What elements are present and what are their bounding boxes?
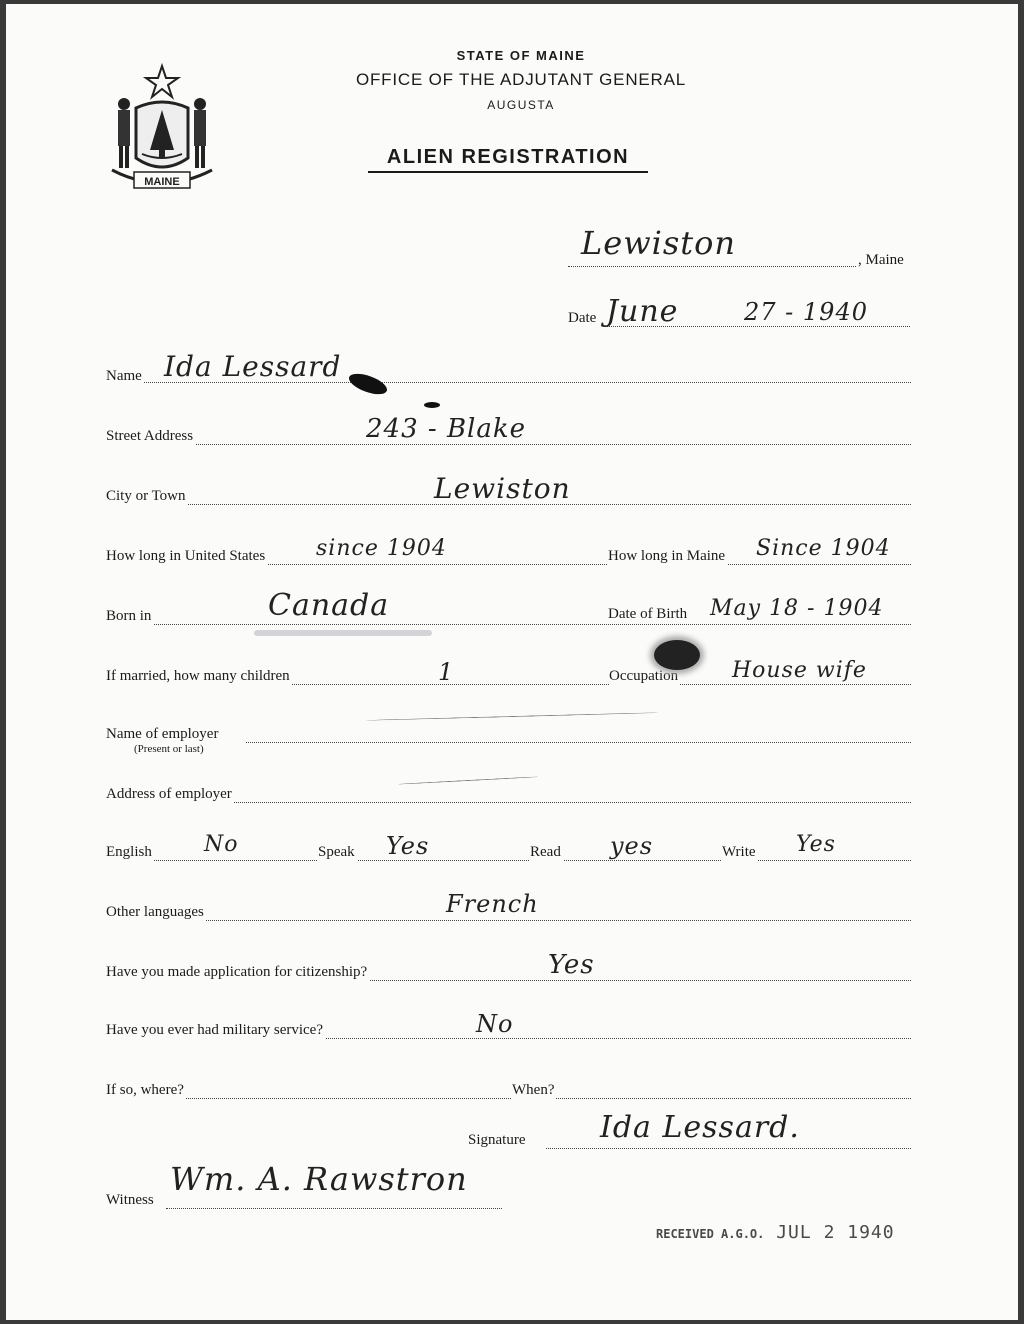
ink-blot [346,370,389,399]
employer-name-line [246,742,911,743]
place-value: Lewiston [581,224,736,262]
street-value: 243 - Blake [366,414,527,444]
how-long-us-label: How long in United States [106,548,266,564]
children-value: 1 [438,658,455,686]
form-title: ALIEN REGISTRATION [368,146,648,173]
speak-label: Speak [318,844,355,860]
signature-value: Ida Lessard. [600,1110,800,1145]
city-value: Lewiston [434,472,571,505]
stamp-date: JUL 2 1940 [776,1222,895,1243]
where-line [106,1098,911,1099]
street-line [106,444,911,445]
ink-blot-occupation [654,640,700,670]
witness-line [166,1208,502,1209]
signature-line [546,1148,911,1149]
signature-label: Signature [468,1132,526,1148]
speak-value: Yes [386,832,430,860]
write-value: Yes [796,832,836,857]
military-value: No [476,1010,514,1038]
read-label: Read [530,844,561,860]
place-line [568,266,856,267]
dob-label: Date of Birth [608,606,688,622]
header-office: OFFICE OF THE ADJUTANT GENERAL [355,70,687,89]
employer-address-label: Address of employer [106,786,232,802]
how-long-maine-label: How long in Maine [608,548,726,564]
other-languages-label: Other languages [106,904,204,920]
occupation-value: House wife [732,658,867,683]
header-state: STATE OF MAINE [456,48,586,63]
witness-value: Wm. A. Rawstron [170,1160,468,1198]
registration-form [6,4,1018,1320]
citizenship-label: Have you made application for citizenship? [106,964,368,980]
english-label: English [106,844,152,860]
employer-address-dash [398,776,538,784]
stamp-received: RECEIVED A.G.O. [656,1227,765,1241]
read-value: yes [610,832,654,860]
received-stamp [656,1222,895,1243]
born-in-value: Canada [268,588,390,623]
how-long-maine-value: Since 1904 [756,536,891,561]
name-label: Name [106,368,142,384]
military-label: Have you ever had military service? [106,1022,323,1038]
smudge [254,630,432,636]
street-label: Street Address [106,428,194,444]
ink-spot [424,402,440,408]
english-value: No [204,832,239,857]
date-month-value: June [606,294,679,329]
maine-label: , Maine [858,252,904,268]
occupation-label: Occupation [609,668,679,684]
name-value: Ida Lessard [164,350,342,383]
date-value: 27 - 1940 [744,298,868,326]
children-label: If married, how many children [106,668,290,684]
born-line [106,624,911,625]
witness-label: Witness [106,1192,154,1208]
born-in-label: Born in [106,608,152,624]
seal-text: MAINE [144,176,180,188]
city-label: City or Town [106,488,186,504]
state-seal-icon [106,58,218,194]
other-languages-value: French [446,890,539,918]
employer-name-dash [366,712,658,721]
write-label: Write [722,844,756,860]
date-label: Date [568,310,597,326]
other-languages-line [106,920,911,921]
dob-value: May 18 - 1904 [710,596,884,621]
header-city: AUGUSTA [487,98,555,112]
citizenship-value: Yes [548,950,595,980]
employer-name-label: Name of employer [106,726,219,742]
employer-note: (Present or last) [134,743,204,755]
when-label: When? [512,1082,555,1098]
where-label: If so, where? [106,1082,184,1098]
how-long-us-value: since 1904 [316,536,447,561]
english-line [106,860,911,861]
